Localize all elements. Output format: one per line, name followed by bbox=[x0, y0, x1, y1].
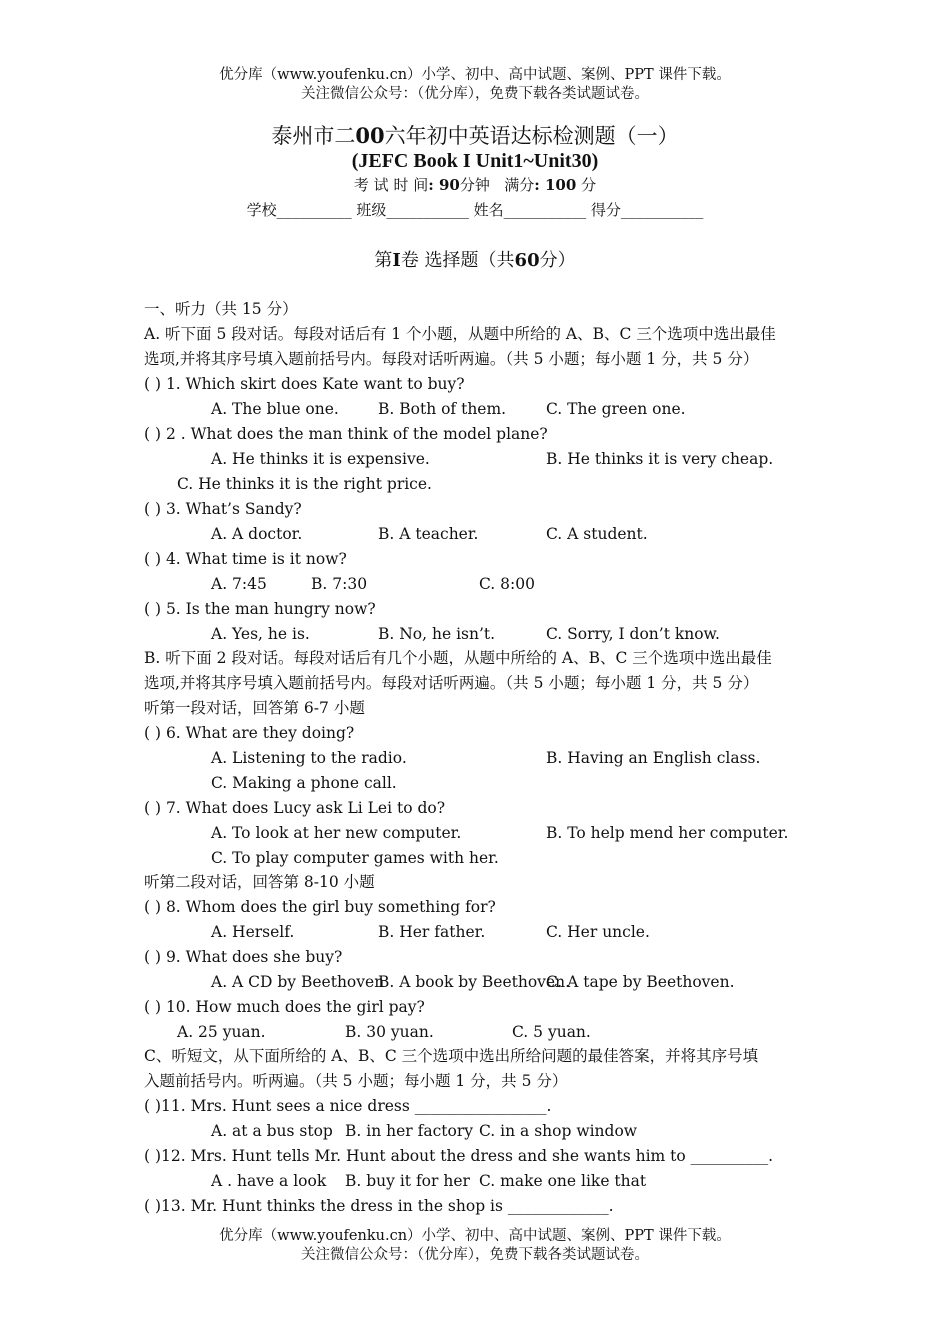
page-subtitle: (JEFC Book I Unit1~Unit30) bbox=[351, 150, 599, 172]
question-9: ( ) 9. What does she buy? bbox=[144, 948, 343, 966]
part-b-intro-2: 选项,并将其序号填入题前括号内。每段对话听两遍。（共 5 小题；每小题 1 分，共 5 分） bbox=[144, 674, 759, 692]
dialog-1-note: 听第一段对话，回答第 6-7 小题 bbox=[144, 699, 365, 717]
question-1: ( ) 1. Which skirt does Kate want to buy? bbox=[144, 375, 465, 393]
header-line-1: 优分库（www.youfenku.cn）小学、初中、高中试题、案例、PPT 课件下载。 bbox=[219, 67, 731, 83]
exam-time-unit: 分钟 bbox=[459, 176, 490, 194]
q2-option-a: A. He thinks it is expensive. bbox=[211, 450, 430, 468]
section-mid: 卷 选择题（共 bbox=[400, 250, 515, 271]
full-marks-value: : 100 bbox=[534, 176, 577, 194]
q10-option-b: B. 30 yuan. bbox=[345, 1023, 434, 1041]
student-info-fields: 学校__________ 班级___________ 姓名___________ 得分___________ bbox=[246, 201, 704, 219]
part1-heading: 一、听力（共 15 分） bbox=[144, 300, 298, 318]
part-a-intro-1: A. 听下面 5 段对话。每段对话后有 1 个小题，从题中所给的 A、B、C 三个选项中选出最佳 bbox=[144, 325, 776, 343]
section-score: 60 bbox=[514, 250, 540, 271]
question-8: ( ) 8. Whom does the girl buy something for? bbox=[144, 898, 496, 916]
q11-option-a: A. at a bus stop bbox=[211, 1122, 333, 1140]
part-a-intro-2: 选项,并将其序号填入题前括号内。每段对话听两遍。（共 5 小题；每小题 1 分，共 5 分） bbox=[144, 350, 759, 368]
q2-option-c: C. He thinks it is the right price. bbox=[177, 475, 432, 493]
q12-option-b: B. buy it for her bbox=[345, 1172, 470, 1190]
title-year: 00 bbox=[355, 123, 385, 148]
question-5: ( ) 5. Is the man hungry now? bbox=[144, 600, 376, 618]
question-4: ( ) 4. What time is it now? bbox=[144, 550, 347, 568]
q7-option-a: A. To look at her new computer. bbox=[211, 824, 462, 842]
q1-option-c: C. The green one. bbox=[546, 400, 686, 418]
q10-option-a: A. 25 yuan. bbox=[177, 1023, 266, 1041]
q10-option-c: C. 5 yuan. bbox=[512, 1023, 591, 1041]
full-marks-label: 满分 bbox=[504, 176, 535, 194]
q3-option-a: A. A doctor. bbox=[211, 525, 303, 543]
q2-option-b: B. He thinks it is very cheap. bbox=[546, 450, 774, 468]
q6-option-a: A. Listening to the radio. bbox=[211, 749, 407, 767]
q3-option-c: C. A student. bbox=[546, 525, 648, 543]
part-b-intro-1: B. 听下面 2 段对话。每段对话后有几个小题，从题中所给的 A、B、C 三个选项中选出最佳 bbox=[144, 649, 772, 667]
full-marks-unit: 分 bbox=[581, 176, 597, 194]
question-12: ( )12. Mrs. Hunt tells Mr. Hunt about the dress and she wants him to __________. bbox=[144, 1147, 774, 1165]
section-heading bbox=[0, 252, 950, 270]
q1-option-a: A. The blue one. bbox=[211, 400, 339, 418]
question-7: ( ) 7. What does Lucy ask Li Lei to do? bbox=[144, 799, 446, 817]
dialog-2-note: 听第二段对话，回答第 8-10 小题 bbox=[144, 873, 375, 891]
q12-option-c: C. make one like that bbox=[479, 1172, 647, 1190]
q3-option-b: B. A teacher. bbox=[378, 525, 479, 543]
q9-option-a: A. A CD by Beethoven bbox=[211, 973, 385, 991]
q12-option-a: A . have a look bbox=[211, 1172, 327, 1190]
question-11: ( )11. Mrs. Hunt sees a nice dress _________________. bbox=[144, 1097, 552, 1115]
q1-option-b: B. Both of them. bbox=[378, 400, 507, 418]
q11-option-c: C. in a shop window bbox=[479, 1122, 638, 1140]
part-c-intro-1: C、听短文，从下面所给的 A、B、C 三个选项中选出所给问题的最佳答案，并将其序号填 bbox=[144, 1047, 759, 1065]
q5-option-b: B. No, he isn’t. bbox=[378, 625, 496, 643]
q7-option-c: C. To play computer games with her. bbox=[211, 849, 499, 867]
q9-option-b: B. A book by Beethoven. bbox=[378, 973, 570, 991]
q6-option-c: C. Making a phone call. bbox=[211, 774, 397, 792]
section-roman: I bbox=[392, 250, 401, 271]
part-c-intro-2: 入题前括号内。听两遍。（共 5 小题；每小题 1 分，共 5 分） bbox=[144, 1072, 568, 1090]
question-3: ( ) 3. What’s Sandy? bbox=[144, 500, 302, 518]
question-6: ( ) 6. What are they doing? bbox=[144, 724, 355, 742]
q8-option-b: B. Her father. bbox=[378, 923, 486, 941]
header-line-2: 关注微信公众号：（优分库），免费下载各类试题试卷。 bbox=[301, 86, 649, 102]
exam-meta bbox=[0, 178, 950, 193]
title-post: 六年初中英语达标检测题（一） bbox=[384, 124, 679, 148]
section-pre: 第 bbox=[374, 250, 393, 271]
q4-option-b: B. 7:30 bbox=[311, 575, 368, 593]
q4-option-a: A. 7:45 bbox=[211, 575, 267, 593]
q4-option-c: C. 8:00 bbox=[479, 575, 535, 593]
q6-option-b: B. Having an English class. bbox=[546, 749, 761, 767]
title-pre: 泰州市二 bbox=[271, 124, 356, 148]
question-2: ( ) 2 . What does the man think of the model plane? bbox=[144, 425, 548, 443]
q8-option-a: A. Herself. bbox=[211, 923, 295, 941]
page-title bbox=[0, 125, 950, 147]
q11-option-b: B. in her factory bbox=[345, 1122, 473, 1140]
q7-option-b: B. To help mend her computer. bbox=[546, 824, 789, 842]
q5-option-a: A. Yes, he is. bbox=[211, 625, 310, 643]
footer-line-2: 关注微信公众号：（优分库），免费下载各类试题试卷。 bbox=[301, 1247, 649, 1263]
q8-option-c: C. Her uncle. bbox=[546, 923, 650, 941]
question-10: ( ) 10. How much does the girl pay? bbox=[144, 998, 425, 1016]
exam-time-value: : 90 bbox=[428, 176, 460, 194]
q5-option-c: C. Sorry, I don’t know. bbox=[546, 625, 720, 643]
q9-option-c: C. A tape by Beethoven. bbox=[546, 973, 735, 991]
section-post: 分） bbox=[539, 250, 576, 271]
question-13: ( )13. Mr. Hunt thinks the dress in the shop is _____________. bbox=[144, 1197, 614, 1215]
footer-line-1: 优分库（www.youfenku.cn）小学、初中、高中试题、案例、PPT 课件下载。 bbox=[219, 1228, 731, 1244]
exam-time-label: 考 试 时 间 bbox=[353, 176, 429, 194]
